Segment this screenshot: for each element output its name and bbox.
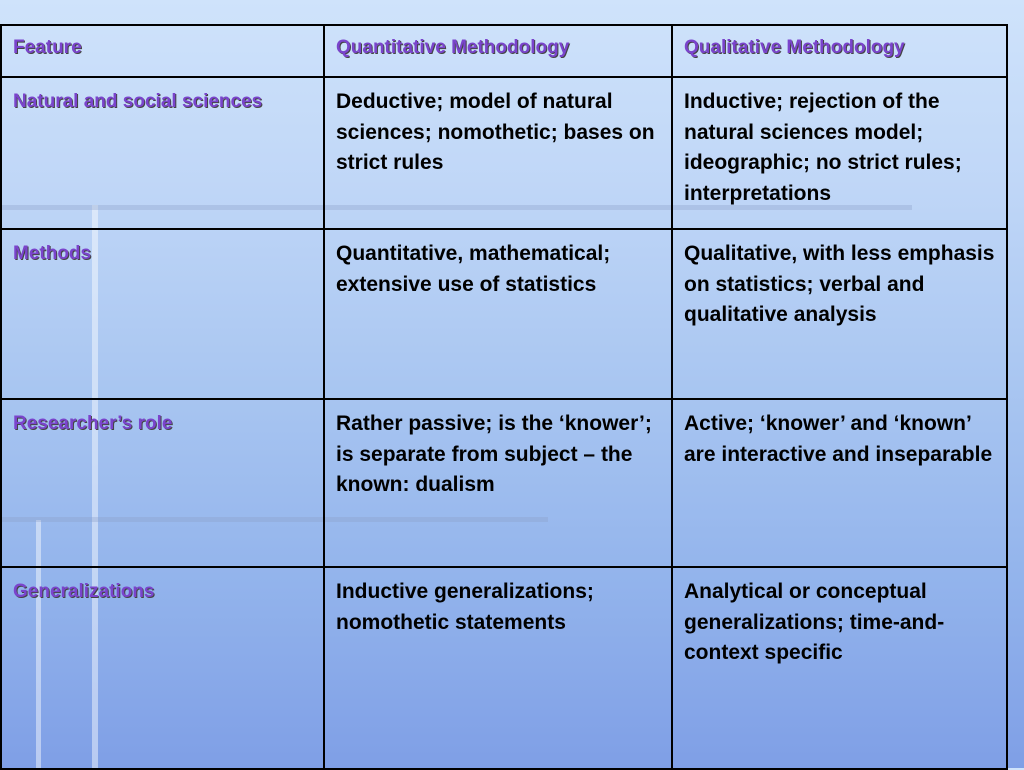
feature-cell: Researcher’s role — [1, 399, 324, 567]
qualitative-cell: Active; ‘knower’ and ‘known’ are interactive and inseparable — [672, 399, 1007, 567]
table-row — [1, 229, 1007, 399]
comparison-table — [0, 24, 1008, 770]
feature-cell: Generalizations — [1, 567, 324, 769]
header-qualitative: Qualitative Methodology — [672, 25, 1007, 77]
qualitative-cell: Analytical or conceptual generalizations; time-and-context specific — [672, 567, 1007, 769]
quantitative-cell: Quantitative, mathematical; extensive use of statistics — [324, 229, 672, 399]
quantitative-cell: Inductive generalizations; nomothetic statements — [324, 567, 672, 769]
feature-cell: Methods — [1, 229, 324, 399]
qualitative-cell: Inductive; rejection of the natural sciences model; ideographic; no strict rules; interpretations — [672, 77, 1007, 229]
quantitative-cell: Deductive; model of natural sciences; nomothetic; bases on strict rules — [324, 77, 672, 229]
table-row — [1, 77, 1007, 229]
table-header-row — [1, 25, 1007, 77]
quantitative-cell: Rather passive; is the ‘knower’; is separate from subject – the known: dualism — [324, 399, 672, 567]
header-quantitative: Quantitative Methodology — [324, 25, 672, 77]
table-row — [1, 399, 1007, 567]
table-row — [1, 567, 1007, 769]
qualitative-cell: Qualitative, with less emphasis on statistics; verbal and qualitative analysis — [672, 229, 1007, 399]
feature-cell: Natural and social sciences — [1, 77, 324, 229]
header-feature: Feature — [1, 25, 324, 77]
